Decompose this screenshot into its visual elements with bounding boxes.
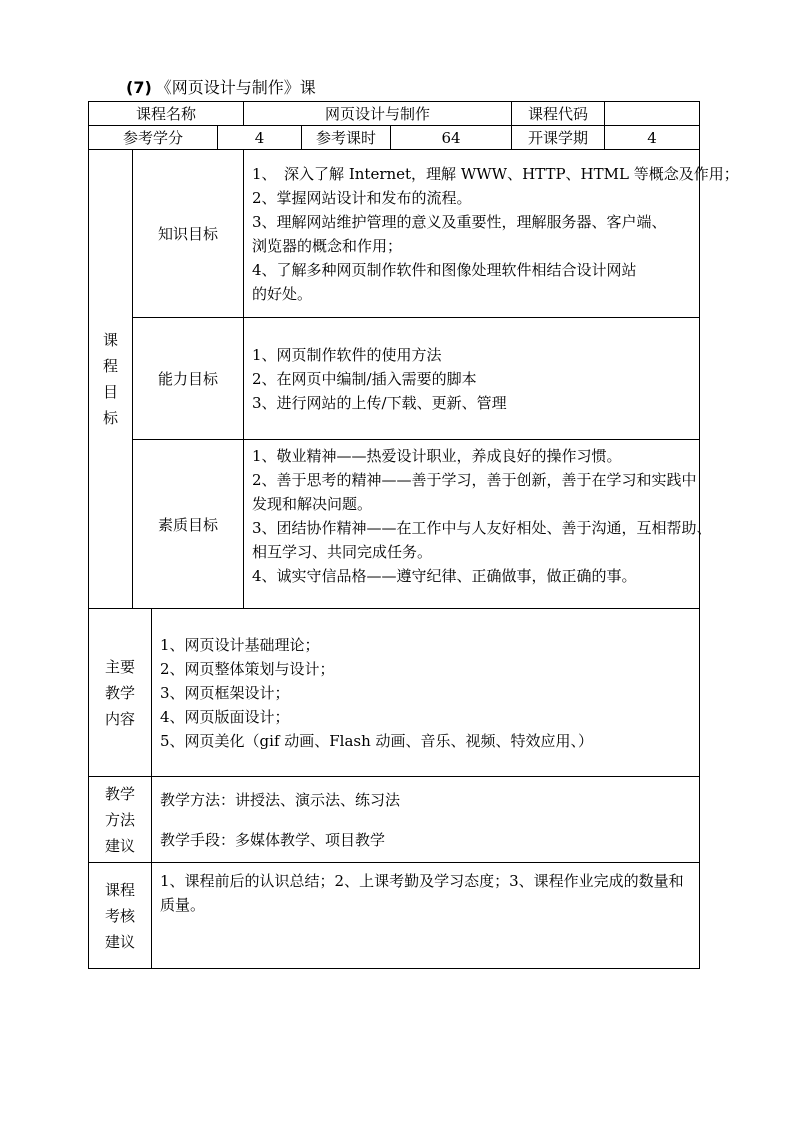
row-course-name	[89, 102, 700, 126]
semester-label: 开课学期	[512, 126, 605, 150]
assessment-label-line: 建议	[104, 932, 135, 951]
assessment-label-line: 考核	[104, 906, 135, 925]
row-quality-goals	[89, 440, 700, 609]
credit-value: 4	[218, 126, 302, 150]
methods-label-line: 教学	[104, 784, 135, 803]
course-name-label: 课程名称	[89, 102, 244, 126]
knowledge-line: 4、了解多种网页制作软件和图像处理软件相结合设计网站	[252, 260, 637, 279]
section-title: 《网页设计与制作》课	[155, 78, 316, 97]
credit-label: 参考学分	[89, 126, 218, 150]
content-line: 2、网页整体策划与设计；	[160, 659, 335, 678]
goals-label-char: 目	[102, 383, 118, 401]
quality-line: 2、善于思考的精神——善于学习，善于创新，善于在学习和实践中	[252, 471, 697, 489]
row-ability-goals	[89, 318, 700, 440]
semester-value: 4	[605, 126, 700, 150]
goals-label-char: 程	[102, 357, 118, 375]
section-number: (7)	[126, 78, 152, 97]
quality-goals-content	[244, 440, 712, 609]
teaching-means-text: 教学手段：多媒体教学、项目教学	[160, 830, 386, 849]
knowledge-line: 浏览器的概念和作用；	[252, 236, 403, 255]
assessment-label	[89, 863, 152, 969]
ability-goals-content	[244, 318, 700, 440]
quality-line: 3、团结协作精神——在工作中与人友好相处、善于沟通，互相帮助、	[252, 519, 712, 537]
course-name-value: 网页设计与制作	[244, 102, 512, 126]
content-line: 3、网页框架设计；	[160, 683, 290, 702]
teaching-methods-body	[152, 777, 700, 863]
section-heading	[126, 78, 316, 98]
knowledge-line: 的好处。	[252, 284, 313, 303]
main-content-label	[89, 609, 152, 777]
methods-label-line: 方法	[104, 810, 135, 829]
knowledge-line: 2、掌握网站设计和发布的流程。	[252, 188, 472, 207]
row-assessment	[89, 863, 700, 969]
goals-label-char: 标	[102, 409, 118, 427]
row-knowledge-goals	[89, 150, 700, 318]
methods-label-line: 建议	[104, 836, 135, 855]
assessment-text: 1、课程前后的认识总结；2、上课考勤及学习态度；3、课程作业完成的数量和质量。	[160, 872, 684, 914]
assessment-body	[152, 863, 700, 969]
knowledge-goals-content	[244, 150, 739, 318]
ability-line: 2、在网页中编制/插入需要的脚本	[252, 369, 477, 388]
content-label-line: 教学	[104, 683, 135, 702]
row-teaching-methods	[89, 777, 700, 863]
course-code-label: 课程代码	[512, 102, 605, 126]
hours-label: 参考课时	[302, 126, 391, 150]
content-line: 1、网页设计基础理论；	[160, 635, 320, 654]
quality-line: 1、敬业精神——热爱设计职业，养成良好的操作习惯。	[252, 447, 622, 465]
ability-line: 3、进行网站的上传/下载、更新、管理	[252, 393, 507, 412]
knowledge-line: 1、 深入了解 Internet，理解 WWW、HTTP、HTML 等概念及作用；	[252, 164, 739, 183]
goals-label-char: 课	[102, 331, 118, 349]
course-table	[88, 101, 739, 969]
ability-line: 1、网页制作软件的使用方法	[252, 345, 442, 364]
teaching-method-text: 教学方法：讲授法、演示法、练习法	[160, 790, 401, 809]
hours-value: 64	[391, 126, 512, 150]
quality-goals-label: 素质目标	[133, 440, 244, 609]
quality-line: 发现和解决问题。	[252, 495, 373, 513]
knowledge-goals-label: 知识目标	[133, 150, 244, 318]
knowledge-line: 3、理解网站维护管理的意义及重要性，理解服务器、客户端、	[252, 212, 667, 231]
assessment-label-line: 课程	[104, 880, 135, 899]
course-code-value	[605, 102, 700, 126]
content-line: 5、网页美化（gif 动画、Flash 动画、音乐、视频、特效应用、）	[160, 731, 594, 750]
main-content-body	[152, 609, 700, 777]
ability-goals-label: 能力目标	[133, 318, 244, 440]
teaching-methods-label	[89, 777, 152, 863]
row-credits	[89, 126, 700, 150]
course-goals-label	[89, 150, 133, 609]
row-main-content	[89, 609, 700, 777]
quality-line: 4、诚实守信品格——遵守纪律、正确做事，做正确的事。	[252, 567, 637, 585]
content-label-line: 内容	[104, 709, 135, 728]
quality-line: 相互学习、共同完成任务。	[252, 543, 433, 561]
content-line: 4、网页版面设计；	[160, 707, 290, 726]
content-label-line: 主要	[104, 657, 135, 676]
